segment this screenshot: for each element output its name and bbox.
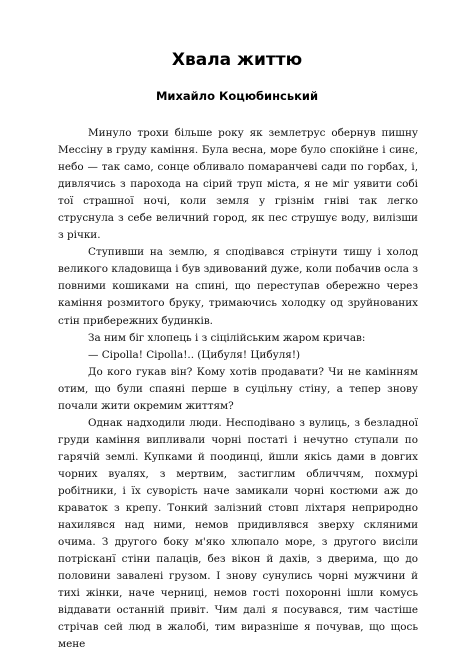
paragraph: Минуло трохи більше року як землетрус обернув пишну Мессіну в груду каміння. Була весна, море було спокійне і синє, небо — так само, сонце обливало помаранчеві сади по горбах, і, дивлячись з парохода на сірий труп міста, я не міг уявити собі тої страшної ночі, коли земля у грізнім гніві так легко струснула з себе величний город, як пес струшує воду, вилізши з річки.: [58, 127, 418, 242]
paragraph: Ступивши на землю, я сподівався стрінути тишу і холод великого кладовища і був здивований дуже, коли побачив осла з повними кошиками на спині, що переступав обережно через каміння розмитого бруку, тримаючись холодку од зруйнованих стін прибережних будинків.: [58, 246, 418, 327]
paragraph: За ним біг хлопець і з сіцілійським жаром кричав:: [88, 331, 366, 344]
document-author: Михайло Коцюбинський: [155, 89, 319, 103]
document-title: Хвала життю: [171, 50, 303, 70]
paragraph: Однак надходили люди. Несподівано з вулиць, з безладної груди каміння випливали чорні постаті і нечутно ступали по гарячій землі. Купками й поодинці, йшли якісь дами в довгих чорних вуалях, з мертвим, застиглим обличчям, похмурі робітники, і їх суворість наче замикали чорні костюми аж до краваток з крепу. Тонкий залізний стовп ліхтаря неприродно нахилявся над ними, немов придивлявся зверху скляними очима. З другого боку м'яко хлюпало море, з другого висіли потрісканї стіни палаців, без вікон й дахів, з дверима, що до половини завалені грузом. І знову сунулись чорні мужчини й тихі жінки, наче черниці, немов гості похоронні ішли комусь віддавати останній привіт. Чим далі я посувався, тим частіше стрічав сей люд в жалобі, тим виразніше я почував, що щось мене: [58, 416, 418, 651]
paragraph: — Cipolla! Cipolla!.. (Цибуля! Цибуля!): [88, 348, 301, 361]
document-body: [58, 125, 418, 653]
paragraph: До кого гукав він? Кому хотів продавати? Чи не камінням отим, що були спаяні перше в суцільну стіну, а тепер знову почали жити окремим життям?: [58, 365, 418, 412]
